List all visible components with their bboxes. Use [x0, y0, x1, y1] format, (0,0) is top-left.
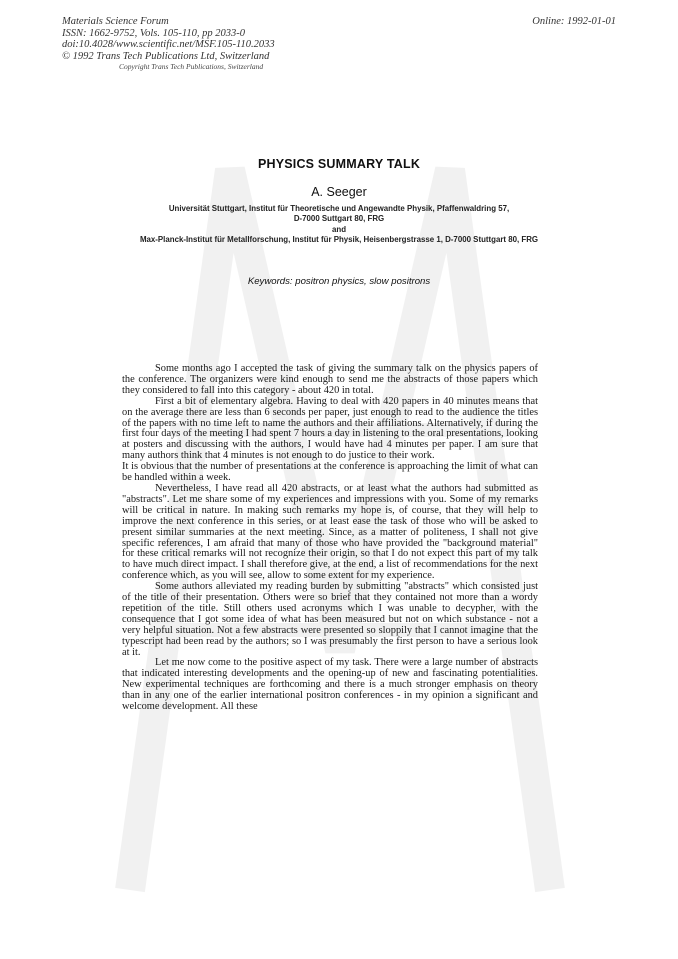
- paragraph: Some authors alleviated my reading burden by submitting "abstracts" which consisted just of the title of their presentation. Others were so brief that they contained not more than a wordy repetition of the title. Still others used acronyms which I was unable to decypher, with the consequence that I got some idea of what has been measured but not on which substance - not a very helpful situation. Not a few abstracts were presented so sloppily that I cannot imagine that the typescript had been read by the authors; so I was presumably the first person to have a serious look at it.: [122, 581, 538, 658]
- affiliations: [0, 204, 678, 245]
- paragraph: First a bit of elementary algebra. Having to deal with 420 papers in 40 minutes means that on the average there are less than 6 seconds per paper, just enough to read to the audience the titles of the papers with no time left to name the authors and their affiliations. Alternatively, if during the first four days of the meeting I had spent 7 hours a day in listening to the oral presentations, looking at posters and discussing with the authors, I would have had 4 minutes per paper. I am sure that many authors think that 4 minutes is not enough to do justice to their work.: [122, 395, 538, 462]
- affiliation-line: Universität Stuttgart, Institut für Theoretische und Angewandte Physik, Pfaffenwaldring 57,: [168, 204, 510, 213]
- keywords: Keywords: positron physics, slow positrons: [247, 276, 431, 287]
- affiliation-line: and: [331, 224, 347, 234]
- affiliation-line: D-7000 Suttgart 80, FRG: [293, 214, 385, 224]
- doi-line: doi:10.4028/www.scientific.net/MSF.105-110.2033: [62, 39, 275, 51]
- paragraph: Let me now come to the positive aspect of my task. There were a large number of abstracts that indicated interesting developments and the opening-up of new and fascinating potentialities. New experimental techniques are forthcoming and there is a much stronger emphasis on theory than in any one of the earlier international positron conferences - in my opinion a significant and welcome development. All these: [122, 657, 538, 713]
- online-date: Online: 1992-01-01: [532, 16, 616, 27]
- copyright-stamp: Copyright Trans Tech Publications, Switzerland: [119, 62, 264, 72]
- paragraph: Some months ago I accepted the task of giving the summary talk on the physics papers of the conference. The organizers were kind enough to send me the abstracts of those papers which they considered to fall into this category - about 420 in total.: [122, 363, 538, 396]
- paragraph: Nevertheless, I have read all 420 abstracts, or at least what the authors had submitted as "abstracts". Let me share some of my experiences and impressions with you. Some of my remarks will be critical in nature. In making such remarks my hope is, of course, that they will help to improve the next conference in this series, or at least ease the task of those who will be asked to present similar summaries at the next meeting. Since, as a matter of politeness, I shall not give specific references, I am afraid that many of those who have provided the "background material" for these critical remarks will not recognize their origin, so that I do not expect this part of my talk to have much direct impact. I shall therefore give, at the end, a list of recommendations for the next conference which, as you will see, allow to some extent for my experience.: [122, 482, 538, 582]
- copyright-line: © 1992 Trans Tech Publications Ltd, Switzerland: [62, 50, 270, 62]
- affiliation-line: Max-Planck-Institut für Metallforschung, Institut für Physik, Heisenbergstrasse 1, D-7000 Stuttgart 80, FRG: [139, 234, 539, 244]
- paragraph: It is obvious that the number of presentations at the conference is approaching the limit of what can be handled within a week.: [122, 461, 538, 484]
- issn-line: ISSN: 1662-9752, Vols. 105-110, pp 2033-0: [62, 27, 245, 39]
- paper-title: PHYSICS SUMMARY TALK: [257, 157, 421, 171]
- journal-name: Materials Science Forum: [62, 16, 169, 27]
- body-text: [122, 364, 538, 713]
- author-name: A. Seeger: [311, 185, 367, 199]
- journal-header: [62, 16, 275, 71]
